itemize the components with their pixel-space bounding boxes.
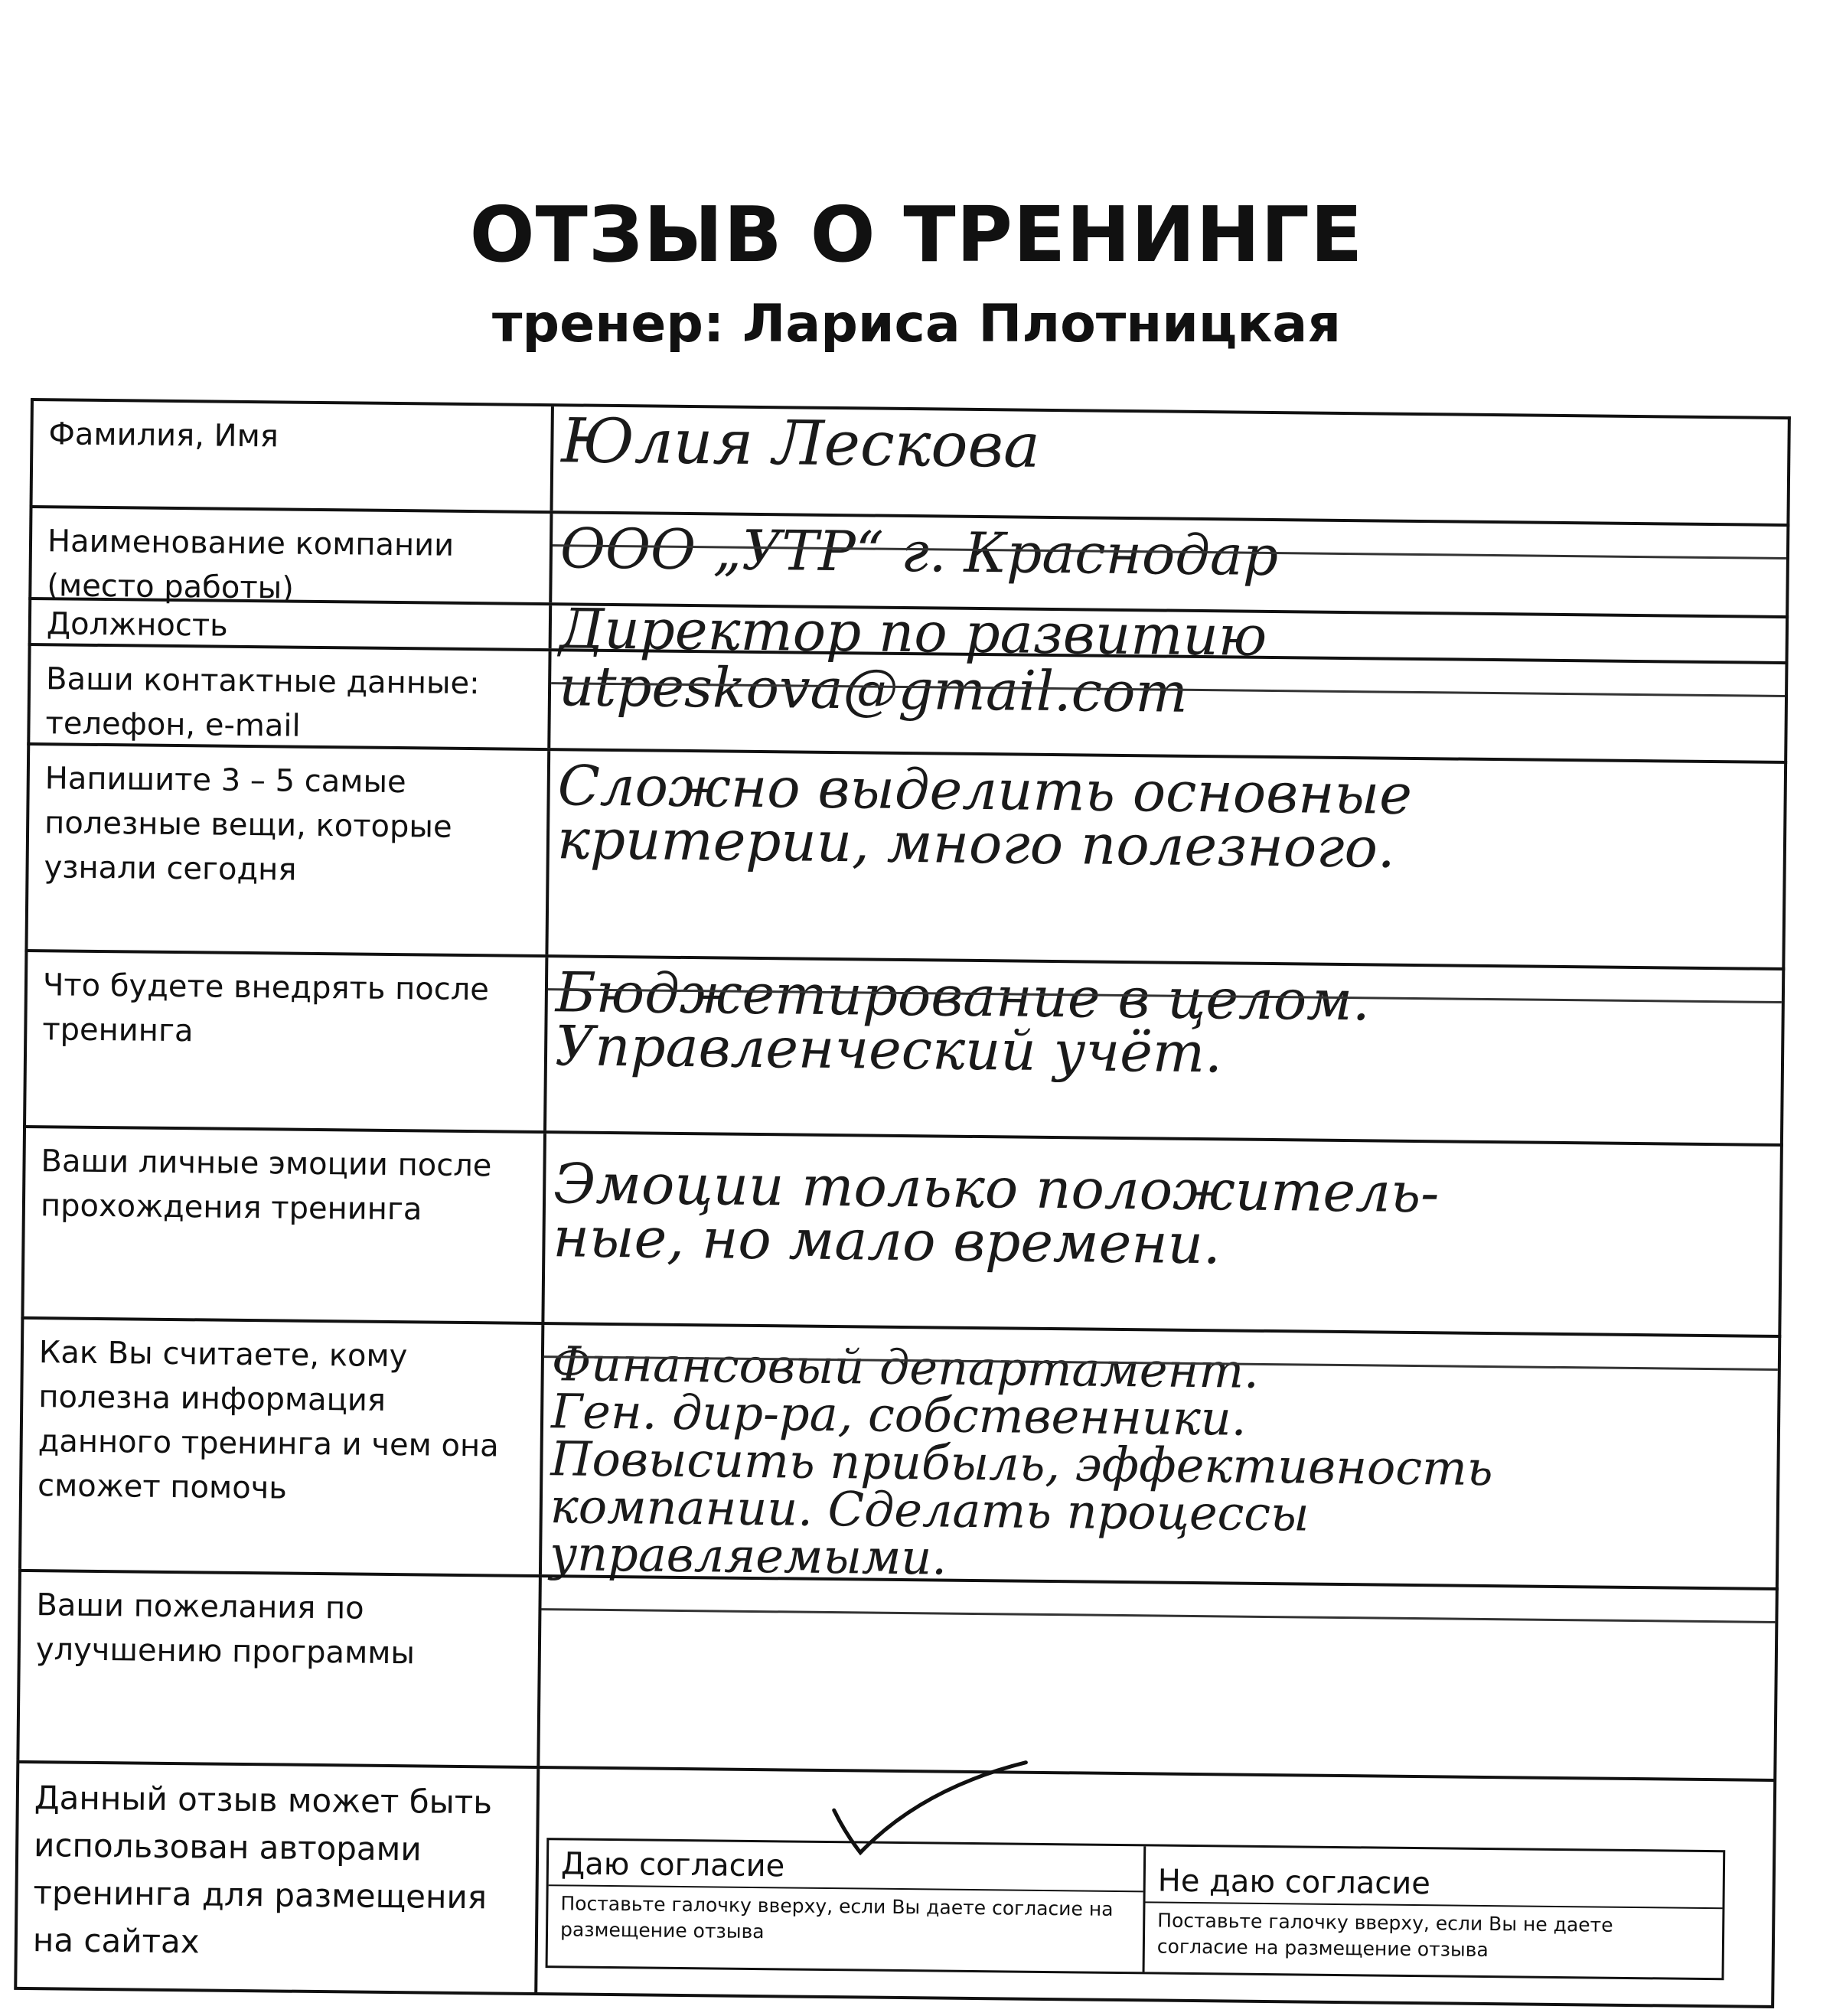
- answer-company[interactable]: ООО „УТР“ г. Краснодар: [559, 516, 1279, 589]
- row-full-name: [30, 398, 1791, 524]
- answer-useful-things[interactable]: Сложно выделить основные критерии, много полезного.: [556, 753, 1413, 880]
- label-wishes: Ваши пожелания по улучшению программы: [19, 1572, 542, 1766]
- row-consent: [14, 1760, 1776, 2008]
- answer-full-name[interactable]: Юлия Лескова: [560, 405, 1041, 481]
- label-emotions: Ваши личные эмоции после прохождения тренинга: [24, 1128, 546, 1322]
- answer-emotions[interactable]: Эмоции только положитель- ные, но мало времени.: [553, 1151, 1440, 1277]
- page-title: ОТЗЫВ О ТРЕНИНГЕ: [469, 190, 1364, 279]
- consent-disagree-option[interactable]: [1145, 1846, 1724, 1978]
- consent-options: [546, 1838, 1726, 1980]
- consent-agree-option[interactable]: [548, 1840, 1146, 1972]
- consent-disagree-title: Не даю согласие: [1145, 1857, 1723, 1909]
- consent-disagree-note: Поставьте галочку вверху, если Вы не даете согласие на размещение отзыва: [1156, 1909, 1613, 1962]
- label-position: Должность: [31, 600, 553, 648]
- row-contacts: [27, 643, 1788, 761]
- answer-contacts[interactable]: utpeskova@gmail.com: [558, 654, 1189, 725]
- consent-agree-title: Даю согласие: [549, 1840, 1144, 1892]
- consent-agree-note: Поставьте галочку вверху, если Вы даете согласие на размещение отзыва: [559, 1892, 1114, 1943]
- trainer-subtitle: тренер: Лариса Плотницкая: [492, 294, 1341, 354]
- label-full-name: Фамилия, Имя: [33, 401, 554, 511]
- label-consent: Данный отзыв может быть использован авторами тренинга для размещения на сайтах: [17, 1763, 540, 1992]
- checkmark-icon: [830, 1757, 1029, 1858]
- row-who-benefits: [18, 1316, 1781, 1587]
- label-company: Наименование компании (место работы): [31, 508, 553, 602]
- label-who-benefits: Как Вы считаете, кому полезна информация данного тренинга и чем она сможет помочь: [21, 1320, 544, 1574]
- row-useful-things: [24, 742, 1787, 967]
- row-wishes: [16, 1569, 1778, 1779]
- row-company: [28, 505, 1789, 615]
- answer-position[interactable]: Директор по развитию: [559, 596, 1267, 668]
- label-implement: Что будете внедрять после тренинга: [26, 952, 548, 1130]
- row-emotions: [21, 1125, 1782, 1335]
- label-useful-things: Напишите 3 – 5 самые полезные вещи, которые узнали сегодня: [28, 745, 550, 954]
- answer-implement[interactable]: Бюджетирование в целом. Управленческий учёт.: [554, 960, 1371, 1085]
- answer-who-benefits[interactable]: Финансовый департамент. Ген. дир-ра, собственники. Повысить прибыль, эффективность компании. Сделать процессы управляемыми.: [549, 1336, 1494, 1586]
- answer-wishes[interactable]: [547, 1577, 1760, 1786]
- label-contacts: Ваши контактные данные: телефон, e-mail: [30, 646, 551, 748]
- row-implement: [23, 949, 1785, 1143]
- feedback-form: [14, 398, 1791, 2016]
